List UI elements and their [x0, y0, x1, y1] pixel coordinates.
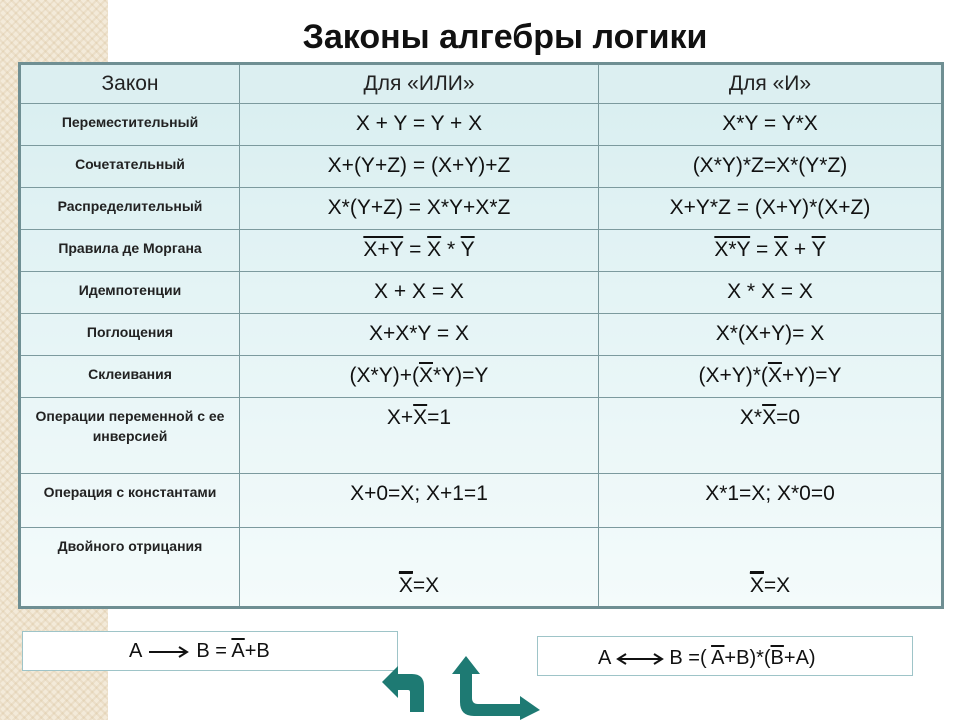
table-row	[20, 474, 943, 528]
or-formula	[240, 398, 599, 474]
table-row	[20, 146, 943, 188]
law-name: Распределительный	[20, 188, 240, 230]
implication-not-a: $\overline{A}$	[231, 640, 245, 662]
implication-plus-b: +B	[244, 640, 270, 662]
law-name: Поглощения	[20, 314, 240, 356]
header-or: Для «ИЛИ»	[240, 64, 599, 104]
inversion-or: $X+\overline{X}=1$	[386, 406, 452, 429]
double-negation-or: $\overline{X}=X$	[399, 574, 439, 598]
and-formula	[599, 356, 943, 398]
and-formula: X*(X+Y)= X	[599, 314, 943, 356]
return-arrow-icon[interactable]	[378, 664, 438, 720]
equivalence-box	[537, 636, 913, 676]
equivalence-formula	[598, 647, 816, 670]
header-and: Для «И»	[599, 64, 943, 104]
and-formula: X+Y*Z = (X+Y)*(X+Z)	[599, 188, 943, 230]
equivalence-a: A	[598, 647, 611, 669]
equivalence-not-a: $\overline{A}$	[711, 647, 725, 669]
implication-box	[22, 631, 398, 671]
table-row	[20, 398, 943, 474]
or-formula: X*(Y+Z) = X*Y+X*Z	[240, 188, 599, 230]
implication-a: A	[129, 640, 142, 662]
or-formula	[240, 356, 599, 398]
de-morgan-and: $X*Y = \overline{X} + \overline{Y}$	[714, 238, 826, 261]
law-name: Склеивания	[20, 356, 240, 398]
inversion-and: $X*\overline{X}=0$	[739, 406, 801, 429]
and-formula: (X*Y)*Z=X*(Y*Z)	[599, 146, 943, 188]
equivalence-end: +A)	[783, 647, 816, 669]
laws-table	[18, 62, 944, 609]
double-arrow-icon	[616, 652, 664, 666]
law-name: Переместительный	[20, 104, 240, 146]
or-formula: X + Y = Y + X	[240, 104, 599, 146]
double-arrow-icon[interactable]	[450, 656, 550, 720]
law-name: Идемпотенции	[20, 272, 240, 314]
and-formula	[599, 528, 943, 608]
gluing-or: $(X*Y)+(\overline{X}*Y)=Y$	[349, 364, 489, 387]
table-row	[20, 230, 943, 272]
equivalence-mid: +B)*(	[724, 647, 771, 669]
header-law: Закон	[20, 64, 240, 104]
law-name: Двойного отрицания	[20, 528, 240, 608]
table-row	[20, 104, 943, 146]
table-row	[20, 272, 943, 314]
law-name: Сочетательный	[20, 146, 240, 188]
right-arrow-icon	[147, 645, 191, 659]
equivalence-not-b: $\overline{B}$	[770, 647, 784, 669]
and-formula: X * X = X	[599, 272, 943, 314]
table-row	[20, 528, 943, 608]
or-formula: X+0=X; X+1=1	[240, 474, 599, 528]
de-morgan-or: $X+Y = \overline{X} * \overline{Y}$	[363, 238, 475, 261]
double-negation-and: $\overline{X}=X$	[750, 574, 790, 598]
implication-rest: B =	[196, 640, 232, 662]
page-title: Законы алгебры логики	[302, 18, 708, 56]
and-formula	[599, 398, 943, 474]
or-formula	[240, 230, 599, 272]
gluing-and: $(X+Y)*(\overline{X}+Y)=Y$	[698, 364, 842, 387]
implication-formula	[129, 640, 270, 663]
or-formula: X+X*Y = X	[240, 314, 599, 356]
and-formula: X*Y = Y*X	[599, 104, 943, 146]
law-name: Правила де Моргана	[20, 230, 240, 272]
equivalence-b-eq: B =(	[669, 647, 712, 669]
law-name: Операция с константами	[20, 474, 240, 528]
and-formula	[599, 230, 943, 272]
or-formula: X+(Y+Z) = (X+Y)+Z	[240, 146, 599, 188]
or-formula: X + X = X	[240, 272, 599, 314]
law-name: Операции переменной с ее инверсией	[20, 398, 240, 474]
or-formula	[240, 528, 599, 608]
table-row	[20, 188, 943, 230]
table-header-row	[20, 64, 943, 104]
table-row	[20, 356, 943, 398]
table-row	[20, 314, 943, 356]
and-formula: X*1=X; X*0=0	[599, 474, 943, 528]
